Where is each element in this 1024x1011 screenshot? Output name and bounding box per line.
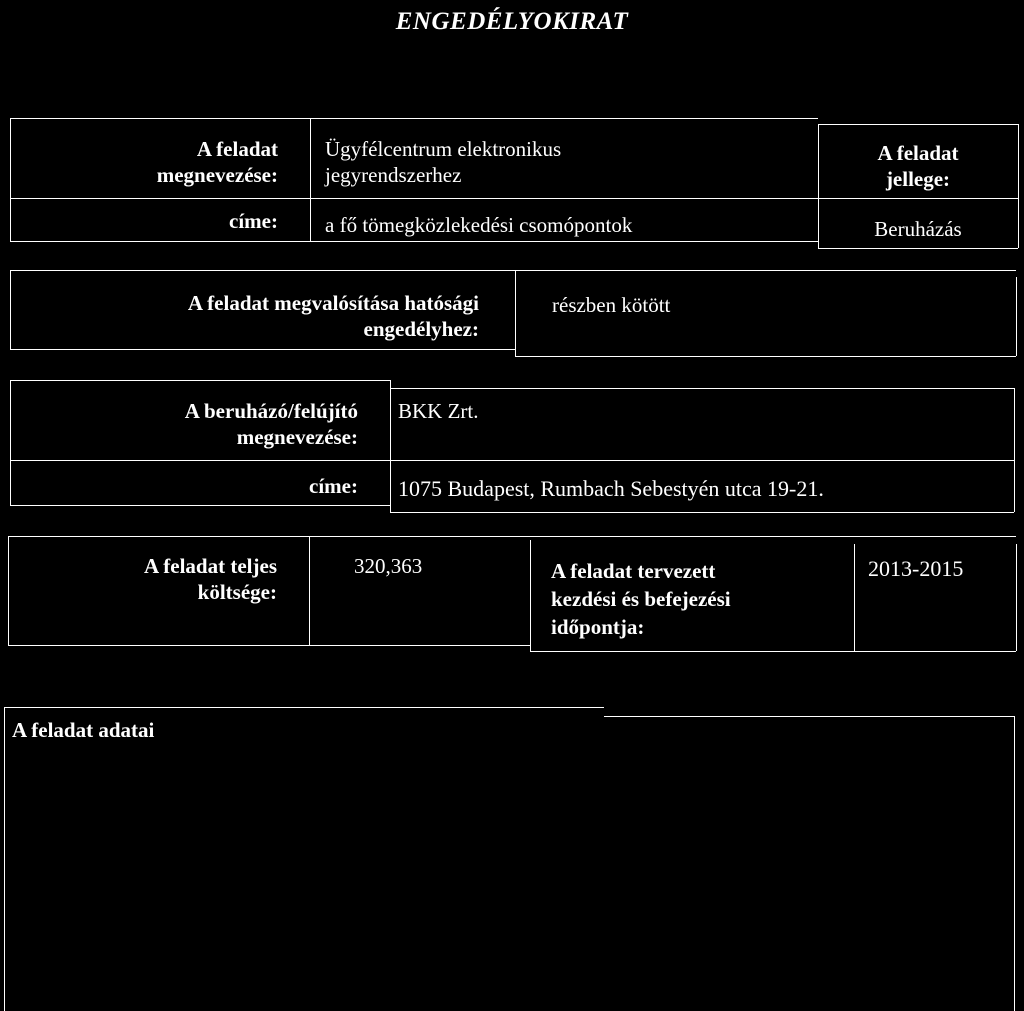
investor-table-top-border-right	[390, 388, 1014, 389]
cost-table-divider-3	[854, 544, 855, 651]
permit-table-divider	[515, 270, 516, 356]
task-name-value: Ügyfélcentrum elektronikus jegyrendszerhez	[325, 137, 562, 187]
task-type-label: A feladat jellege:	[877, 141, 959, 191]
details-box-right-border	[1014, 716, 1015, 1011]
schedule-value: 2013-2015	[868, 556, 964, 581]
task-table-top-border	[10, 118, 818, 119]
permit-table-bottom-border	[10, 349, 515, 350]
investor-table-mid-border	[10, 460, 1014, 461]
investor-address-value: 1075 Budapest, Rumbach Sebestyén utca 19-21.	[398, 476, 824, 501]
details-box-top-border	[4, 707, 604, 708]
details-label: A feladat adatai	[12, 718, 155, 742]
task-table-divider-2	[818, 124, 819, 248]
task-name-label: A feladat megnevezése:	[156, 137, 278, 187]
permit-table-left-border	[10, 270, 11, 349]
task-address-label: címe:	[229, 209, 278, 233]
task-table-divider-1	[310, 118, 311, 241]
task-address-value: a fő tömegközlekedési csomópontok	[325, 213, 633, 237]
task-table-left-border	[10, 118, 11, 241]
investor-name-value: BKK Zrt.	[398, 399, 479, 423]
permit-table-top-border	[10, 270, 1016, 271]
task-table-bottom-border-right	[818, 248, 1018, 249]
cost-value: 320,363	[354, 554, 423, 578]
task-table-right-border	[1018, 124, 1019, 248]
cost-table-bottom-border	[8, 645, 530, 646]
cost-table-top-border	[8, 536, 1016, 537]
task-table-bottom-border	[10, 241, 818, 242]
cost-table-divider-2	[530, 540, 531, 651]
cost-label: A feladat teljes költsége:	[144, 554, 277, 604]
task-table-top-border-right	[818, 124, 1018, 125]
investor-name-label: A beruházó/felújító megnevezése:	[184, 399, 358, 449]
task-type-value: Beruházás	[874, 217, 962, 241]
document-title: ENGEDÉLYOKIRAT	[395, 8, 629, 35]
investor-table-right-border	[1014, 388, 1015, 512]
investor-table-top-border	[10, 380, 390, 381]
schedule-label: A feladat tervezett kezdési és befejezési időpontja:	[551, 559, 731, 639]
permit-table-bottom-border-right	[515, 356, 1016, 357]
cost-table-divider-1	[309, 536, 310, 645]
investor-table-bottom-border-right	[390, 512, 1014, 513]
permit-label: A feladat megvalósítása hatósági engedélyhez:	[187, 291, 479, 341]
cost-table-left-border	[8, 536, 9, 645]
details-box-left-border	[4, 707, 5, 1011]
investor-table-divider	[390, 380, 391, 512]
details-box-top-border-right	[604, 716, 1014, 717]
investor-table-bottom-border	[10, 505, 390, 506]
cost-table-bottom-border-right	[530, 651, 1016, 652]
investor-table-left-border	[10, 380, 11, 505]
permit-value: részben kötött	[552, 293, 671, 317]
cost-table-right-border	[1016, 544, 1017, 651]
task-table-mid-border	[10, 198, 1018, 199]
permit-table-right-border	[1016, 277, 1017, 356]
investor-address-label: címe:	[309, 474, 358, 498]
